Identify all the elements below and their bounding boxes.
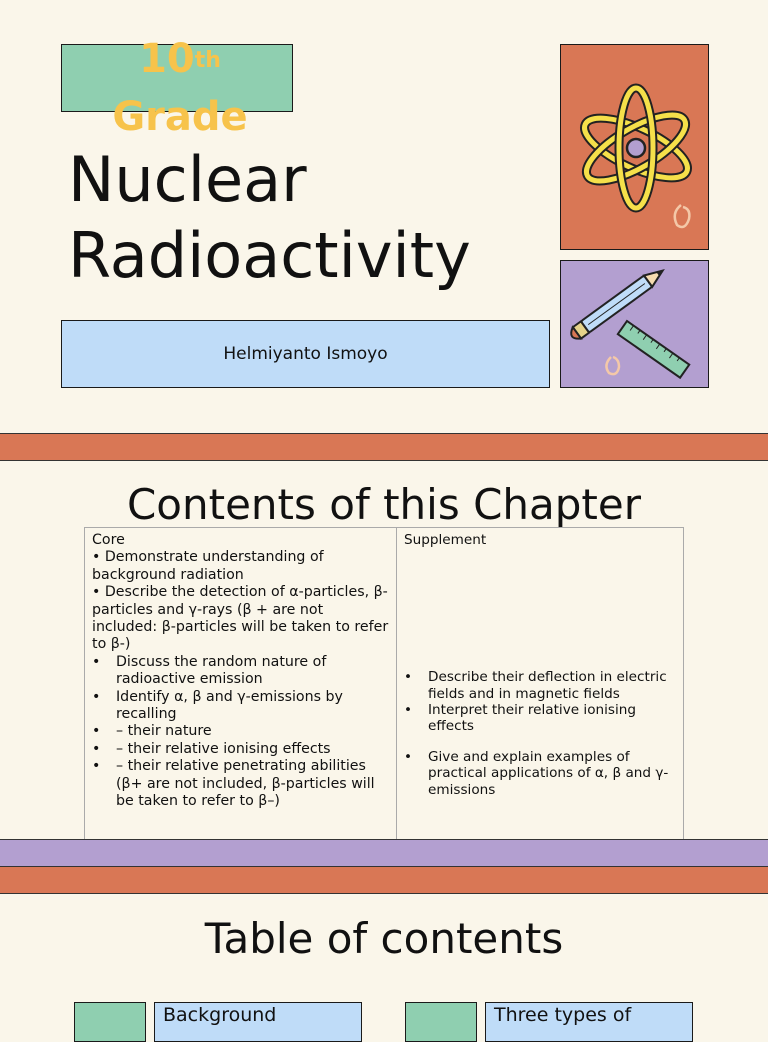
atom-icon [561, 45, 707, 248]
grade-label [105, 30, 255, 146]
toc-item[interactable]: Background [154, 1002, 362, 1042]
slide-divider-1 [0, 433, 768, 461]
supplement-bullet: • Describe their deflection in electric fields and in magnetic fields [428, 669, 676, 701]
core-bullet: • – their nature [116, 723, 389, 740]
pencil-icon [568, 265, 667, 342]
contents-heading: Contents of this Chapter [126, 480, 641, 529]
core-bullet: • Discuss the random nature of radioactive emission [116, 654, 389, 689]
slide-divider-2 [0, 839, 768, 867]
page-title [68, 142, 548, 294]
supplement-header: Supplement [404, 532, 487, 548]
toc-number-box [74, 1002, 146, 1042]
slide-divider-3 [0, 866, 768, 894]
supplement-bullet: • Interpret their relative ionising effects [428, 702, 676, 734]
toc-heading: Table of contents [204, 914, 564, 963]
grade-suffix: th [194, 48, 221, 73]
core-column [85, 528, 397, 851]
stationery-tile [560, 260, 709, 388]
core-bullet: • – their relative penetrating abilities (β+ are not included, β-particles will be taken to refer to β–) [116, 758, 389, 810]
supplement-column [397, 528, 684, 851]
supplement-bullet: • Give and explain examples of practical applications of α, β and γ-emissions [428, 749, 676, 798]
title-line-1: Nuclear [68, 143, 307, 216]
core-intro-item: • Describe the detection of α-particles, β-particles and γ-rays (β + are not included: β-particles will be taken to refer to β-) [92, 584, 389, 653]
title-line-2: Radioactivity [68, 219, 471, 292]
toc-number-box [405, 1002, 477, 1042]
atom-tile [560, 44, 709, 250]
author-box [61, 320, 550, 388]
author-name: Helmiyanto Ismoyo [223, 344, 388, 364]
contents-table [84, 527, 684, 851]
core-bullet: • Identify α, β and γ-emissions by recalling [116, 689, 389, 724]
grade-number: 10 [139, 36, 195, 82]
core-bullet: • – their relative ionising effects [116, 741, 389, 758]
ruler-icon [618, 321, 689, 378]
core-header: Core [92, 532, 125, 548]
core-intro-item: • Demonstrate understanding of background radiation [92, 549, 324, 583]
toc-item[interactable]: Three types of [485, 1002, 693, 1042]
grade-word: Grade [112, 94, 248, 140]
